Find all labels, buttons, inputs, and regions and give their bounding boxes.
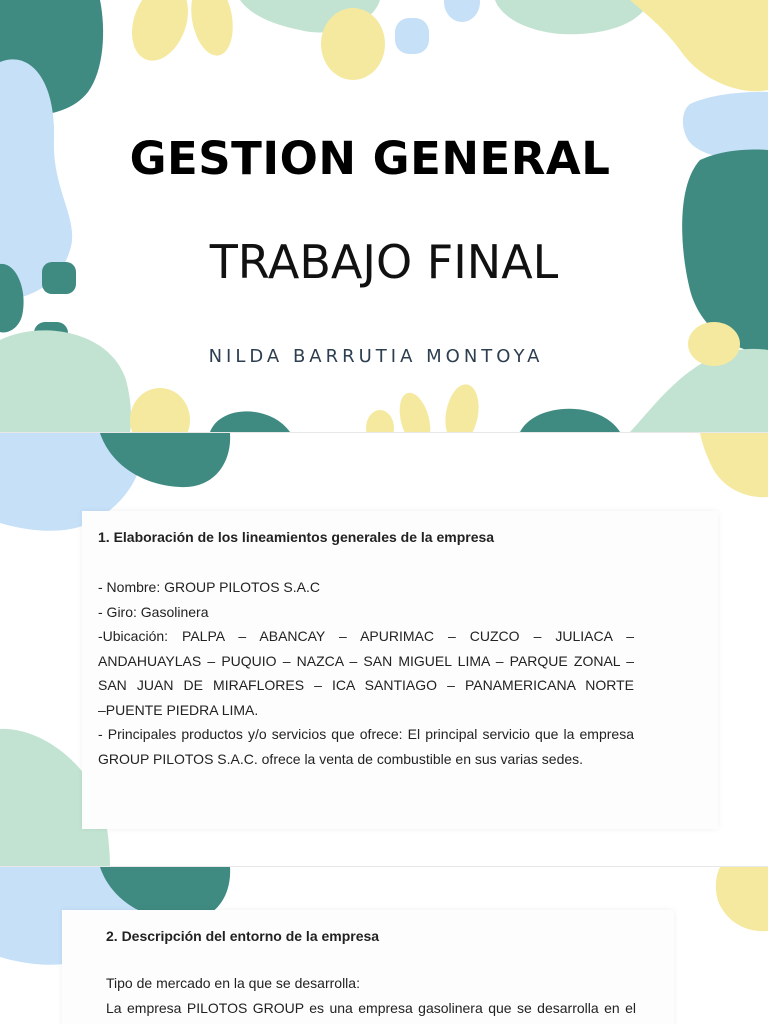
document-page [62, 910, 674, 1024]
yellow-blob [321, 8, 385, 80]
content-slide-2 [0, 867, 768, 1024]
paragraph-line: - Principales productos y/o servicios que ofrece: El principal servicio que la empresa [98, 726, 634, 742]
section-heading: 2. Descripción del entorno de la empresa [106, 928, 380, 944]
author-name: NILDA BARRUTIA MONTOYA [208, 346, 544, 367]
yellow-blob [700, 433, 768, 497]
yellow-blob [366, 410, 394, 432]
yellow-blob [394, 389, 436, 432]
section-body [98, 575, 634, 771]
yellow-blob [122, 0, 198, 68]
yellow-blob [186, 0, 239, 59]
paragraph-line: Tipo de mercado en la que se desarrolla: [106, 975, 360, 991]
paragraph-line: La empresa PILOTOS GROUP es una empresa gasolinera que se desarrolla en el [106, 999, 636, 1016]
yellow-blob [716, 867, 768, 931]
content-slide-1 [0, 433, 768, 866]
teal-blob [210, 411, 290, 432]
section-body [106, 971, 636, 1020]
section-heading: 1. Elaboración de los lineamientos generales de la empresa [98, 529, 495, 545]
document-subtitle: TRABAJO FINAL [209, 235, 559, 289]
decorative-blobs [0, 0, 768, 432]
sky-blob [395, 18, 429, 54]
paragraph-line: - Nombre: GROUP PILOTOS S.A.C [98, 579, 320, 595]
paragraph-line: -Ubicación: PALPA – ABANCAY – APURIMAC – CUZCO – JULIACA – [98, 628, 634, 644]
paragraph-line: ANDAHUAYLAS – PUQUIO – NAZCA – SAN MIGUEL LIMA – PARQUE ZONAL – [98, 652, 634, 669]
paragraph-line: –PUENTE PIEDRA LIMA. [98, 701, 259, 718]
cover-slide [0, 0, 768, 432]
paragraph-line: SAN JUAN DE MIRAFLORES – ICA SANTIAGO – PANAMERICANA NORTE [98, 677, 634, 693]
paragraph-line: GROUP PILOTOS S.A.C. ofrece la venta de combustible en sus varias sedes. [98, 750, 584, 767]
document-page [82, 511, 718, 829]
paragraph-line: - Giro: Gasolinera [98, 603, 209, 620]
yellow-blob [130, 388, 190, 432]
yellow-blob [441, 382, 483, 432]
mint-blob [495, 0, 650, 34]
yellow-blob [630, 0, 768, 91]
document-title: GESTION GENERAL [129, 132, 611, 185]
teal-blob [520, 409, 620, 432]
sky-blob [444, 0, 480, 22]
